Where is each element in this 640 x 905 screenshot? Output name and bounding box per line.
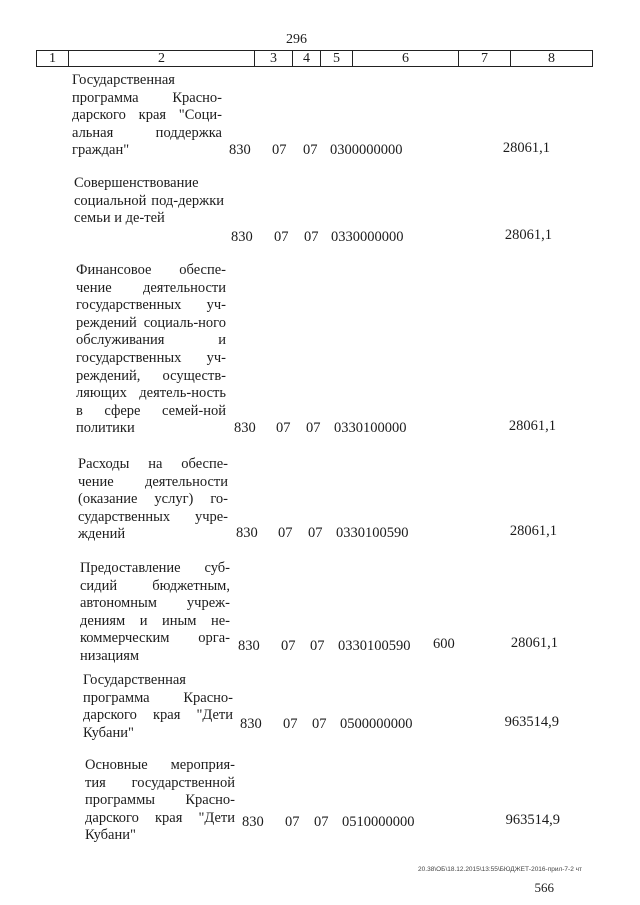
row-col3: 830 [234,420,256,436]
row-col7: 600 [433,636,455,652]
row-col3: 830 [240,716,262,732]
column-header-1: 1 [37,51,69,67]
row-col8: 28061,1 [508,418,556,434]
row-col5: 07 [310,638,325,654]
column-header-6: 6 [353,51,459,67]
row-col5: 07 [303,142,318,158]
column-header-8: 8 [511,51,593,67]
row-col5: 07 [312,716,327,732]
row-col6: 0300000000 [330,142,403,158]
column-header-7: 7 [459,51,511,67]
column-header-3: 3 [255,51,293,67]
row-col8: 28061,1 [504,227,552,243]
row-col3: 830 [238,638,260,654]
row-name: Совершенствование социальной под-держки семьи и де-тей [74,175,224,227]
row-col5: 07 [304,229,319,245]
column-header-2: 2 [69,51,255,67]
row-col4: 07 [274,229,289,245]
row-col4: 07 [283,716,298,732]
row-col3: 830 [242,814,264,830]
row-name: Расходы на обеспе-чение деятельности (оказание услуг) го-сударственных учре-ждений [78,456,228,543]
row-col3: 830 [236,525,258,541]
row-col5: 07 [314,814,329,830]
row-col6: 0330100000 [334,420,407,436]
row-col3: 830 [229,142,251,158]
row-col5: 07 [306,420,321,436]
row-col5: 07 [308,525,323,541]
row-name: Финансовое обеспе-чение деятельности государственных уч-реждений социаль-ного обслуживания и государственных уч-реждений, осуществ-ляющих деятель-ность в сфере семей-ной политики [76,262,226,437]
row-col6: 0510000000 [342,814,415,830]
row-name: Предоставление суб-сидий бюджетным, автономным учреж-дениям и иным не-коммерческим орга-низациям [80,560,230,664]
row-col3: 830 [231,229,253,245]
row-col4: 07 [278,525,293,541]
row-name: Основные мероприя-тия государственной программы Красно-дарского края "Дети Кубани" [85,757,235,844]
column-header-4: 4 [293,51,321,67]
row-col6: 0330100590 [338,638,411,654]
row-col4: 07 [276,420,291,436]
column-header-5: 5 [321,51,353,67]
column-header-table [36,50,593,67]
row-col8: 28061,1 [509,523,557,539]
row-col4: 07 [281,638,296,654]
row-col8: 28061,1 [510,635,558,651]
row-name: Государственная программа Красно-дарского края "Дети Кубани" [83,672,233,741]
page-number-top: 296 [286,32,307,47]
row-name: Государственная программа Красно-дарского края "Соци-альная поддержка граждан" [72,72,222,159]
footer-document-code: 20.38\ОБ\18.12.2015\13:55\БЮДЖЕТ-2016-прил-7-2 чт [418,866,582,873]
row-col8: 28061,1 [502,140,550,156]
row-col4: 07 [272,142,287,158]
row-col6: 0330000000 [331,229,404,245]
page-number-bottom: 566 [534,880,554,895]
row-col6: 0500000000 [340,716,413,732]
row-col8: 963514,9 [504,714,559,730]
row-col8: 963514,9 [505,812,560,828]
row-col6: 0330100590 [336,525,409,541]
row-col4: 07 [285,814,300,830]
